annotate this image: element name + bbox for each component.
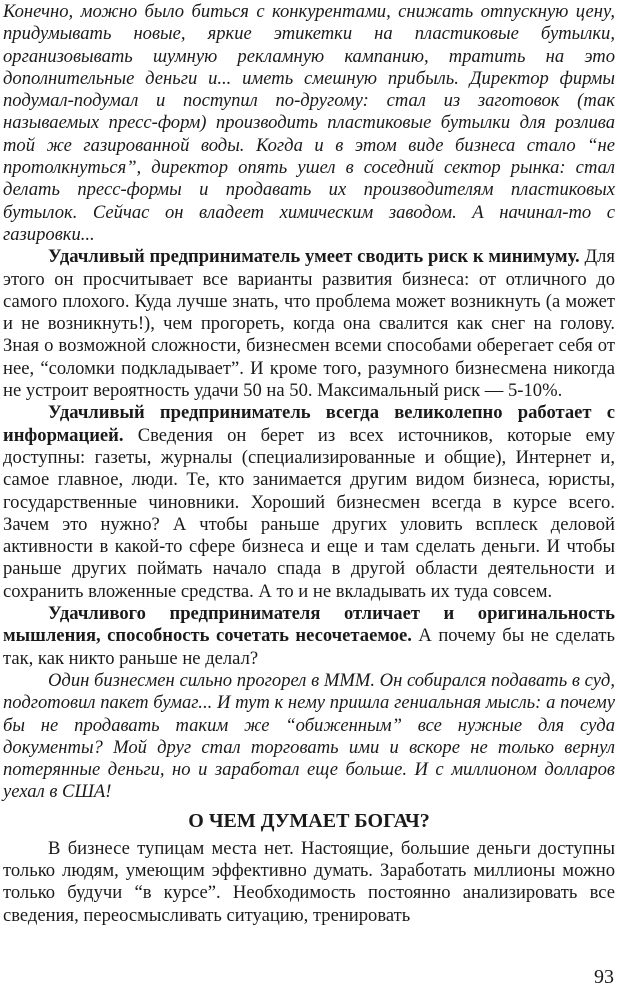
book-page [3,1,615,927]
originality-text: А почему бы не сделать так, как никто раньше не делал? [3,625,615,669]
information-lead: Удачливый предприниматель всегда великолепно работает с информацией. [3,402,615,446]
risk-lead: Удачливый предприниматель умеет сводить риск к минимуму. [48,246,580,268]
information-paragraph [3,402,615,603]
final-paragraph: В бизнесе тупицам места нет. Настоящие, большие деньги доступны только людям, умеющим эффективно думать. Заработать миллионы можно только будучи “в курсе”. Необходимость постоянно анализировать все сведения, переосмысливать ситуацию, тренировать [3,837,615,926]
originality-lead: Удачливого предпринимателя отличает и оригинальность мышления, способность сочетать несочетаемое. [3,603,615,647]
section-heading: О ЧЕМ ДУМАЕТ БОГАЧ? [188,809,430,832]
italic-story-paragraph: Конечно, можно было биться с конкурентами, снижать отпускную цену, придумывать новые, яркие этикетки на пластиковые бутылки, организовывать шумную рекламную кампанию, тратить на это дополнительные деньги и... иметь смешную прибыль. Директор фирмы подумал-подумал и поступил по-другому: стал из заготовок (так называемых пресс-форм) производить пластиковые бутылки для розлива той же газированной воды. Когда и в этом виде бизнеса стало “не протолкнуться”, директор опять ушел в соседний сектор рынка: стал делать пресс-формы и продавать их производителям пластиковых бутылок. Сейчас он владеет химическим заводом. А начинал-то с газировки... [3,1,615,245]
page-number: 93 [594,966,614,988]
risk-text: Для этого он просчитывает все варианты развития бизнеса: от отличного до самого плохого. Куда лучше знать, что проблема может возникнуть (а может и не возникнуть!), чем прогореть, когда она свалится как снег на голову. Зная о возможной сложности, бизнесмен всеми способами оберегает себя от нее, “соломки подкладывает”. И кроме того, разумного бизнесмена никогда не устроит вероятность удачи 50 на 50. Максимальный риск — 5-10%. [3,246,615,402]
risk-paragraph [3,246,615,402]
mmm-story-paragraph: Один бизнесмен сильно прогорел в МММ. Он собирался подавать в суд, подготовил пакет бумаг... И тут к нему пришла гениальная мысль: а почему бы не продавать таким же “обиженным” все нужные для суда документы? Мой друг стал торговать ими и вскоре не только вернул потерянные деньги, но и заработал еще больше. И с миллионом долларов уехал в США! [3,669,615,803]
information-text: Сведения он берет из всех источников, которые ему доступны: газеты, журналы (специализированные и общие), Интернет и, самое главное, люди. Те, кто занимается другим видом бизнеса, юристы, государственные чиновники. Хороший бизнесмен всегда в курсе всего. Зачем это нужно? А чтобы раньше других уловить всплеск деловой активности в какой-то сфере бизнеса и еще и там сделать деньги. И чтобы раньше других поймать начало спада в другой области деятельности и сохранить вложенные средства. А то и не вкладывать их туда совсем. [3,424,615,602]
originality-paragraph [3,603,615,670]
